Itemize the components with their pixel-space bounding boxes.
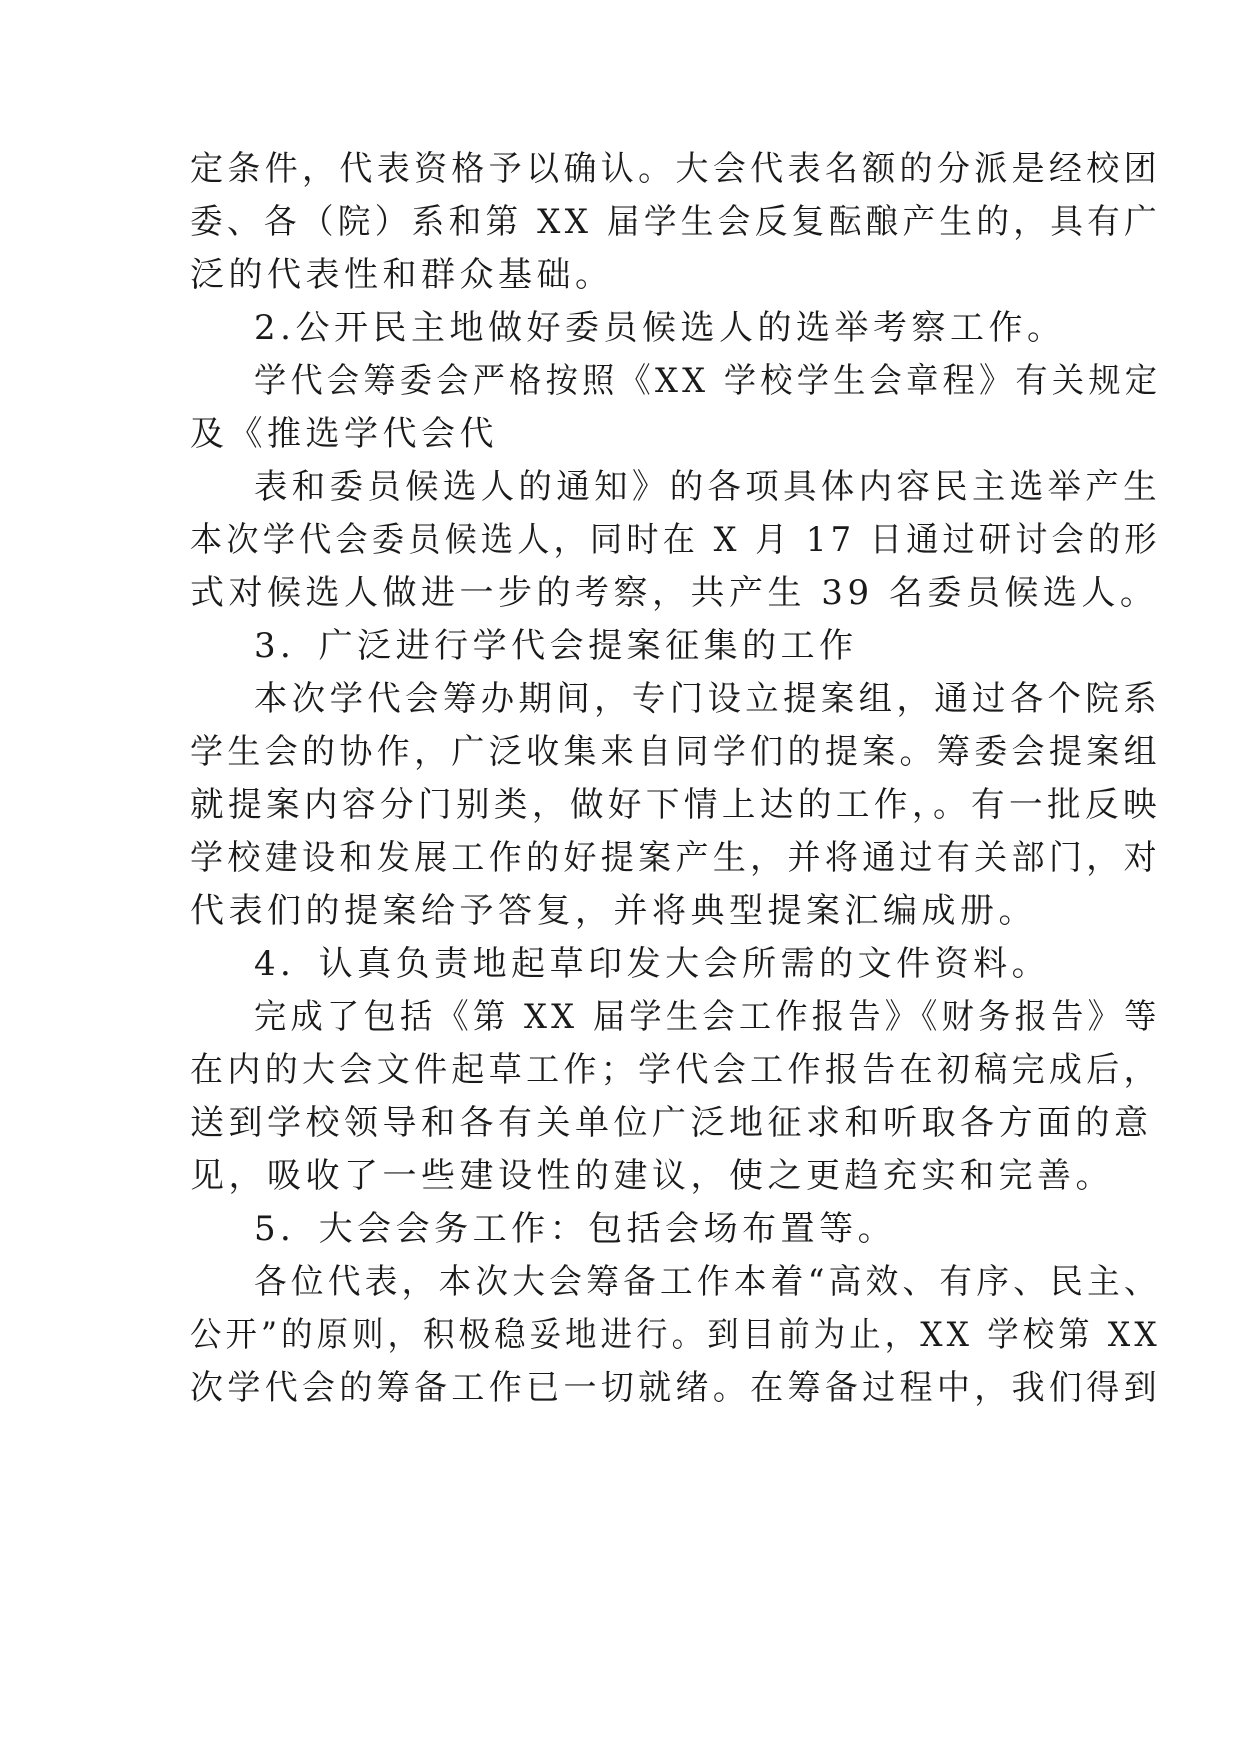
text-line: 送到学校领导和各有关单位广泛地征求和听取各方面的意	[190, 1103, 1153, 1143]
text-line: 本次学代会委员候选人，同时在 X 月 17 日通过研讨会的形	[190, 520, 1161, 560]
text-line: 表和委员候选人的通知》的各项具体内容民主选举产生	[254, 467, 1161, 507]
text-line: 见，吸收了一些建设性的建议，使之更趋充实和完善。	[190, 1156, 1114, 1196]
section-heading: 3．广泛进行学代会提案征集的工作	[254, 626, 858, 666]
text-line: 就提案内容分门别类，做好下情上达的工作，。有一批反映	[190, 785, 1162, 825]
text-line: 本次学代会筹办期间，专门设立提案组，通过各个院系	[254, 679, 1161, 719]
text-line: 公开”的原则，积极稳妥地进行。到目前为止，XX 学校第 XX	[190, 1315, 1161, 1355]
text-line: 完成了包括《第 XX 届学生会工作报告》《财务报告》等	[254, 997, 1161, 1037]
text-line: 在内的大会文件起草工作；学代会工作报告在初稿完成后，	[190, 1050, 1161, 1090]
text-line: 学代会筹委会严格按照《XX 学校学生会章程》有关规定	[254, 361, 1162, 401]
section-heading: 5．大会会务工作：包括会场布置等。	[254, 1209, 897, 1249]
text-line: 泛的代表性和群众基础。	[190, 255, 614, 295]
text-line: 委、各（院）系和第 XX 届学生会反复酝酿产生的，具有广	[190, 202, 1162, 242]
text-line: 式对候选人做进一步的考察，共产生 39 名委员候选人。	[190, 573, 1159, 613]
section-heading: 4．认真负责地起草印发大会所需的文件资料。	[254, 944, 1051, 984]
text-line: 各位代表，本次大会筹备工作本着“高效、有序、民主、	[254, 1262, 1161, 1302]
text-line: 学校建设和发展工作的好提案产生，并将通过有关部门，对	[190, 838, 1161, 878]
text-line: 代表们的提案给予答复，并将典型提案汇编成册。	[190, 891, 1037, 931]
text-line: 学生会的协作，广泛收集来自同学们的提案。筹委会提案组	[190, 732, 1161, 772]
text-line: 及《推选学代会代	[190, 414, 498, 454]
section-heading: 2.公开民主地做好委员候选人的选举考察工作。	[254, 308, 1066, 348]
text-line: 定条件，代表资格予以确认。大会代表名额的分派是经校团	[190, 149, 1161, 189]
text-line: 次学代会的筹备工作已一切就绪。在筹备过程中，我们得到	[190, 1368, 1161, 1408]
